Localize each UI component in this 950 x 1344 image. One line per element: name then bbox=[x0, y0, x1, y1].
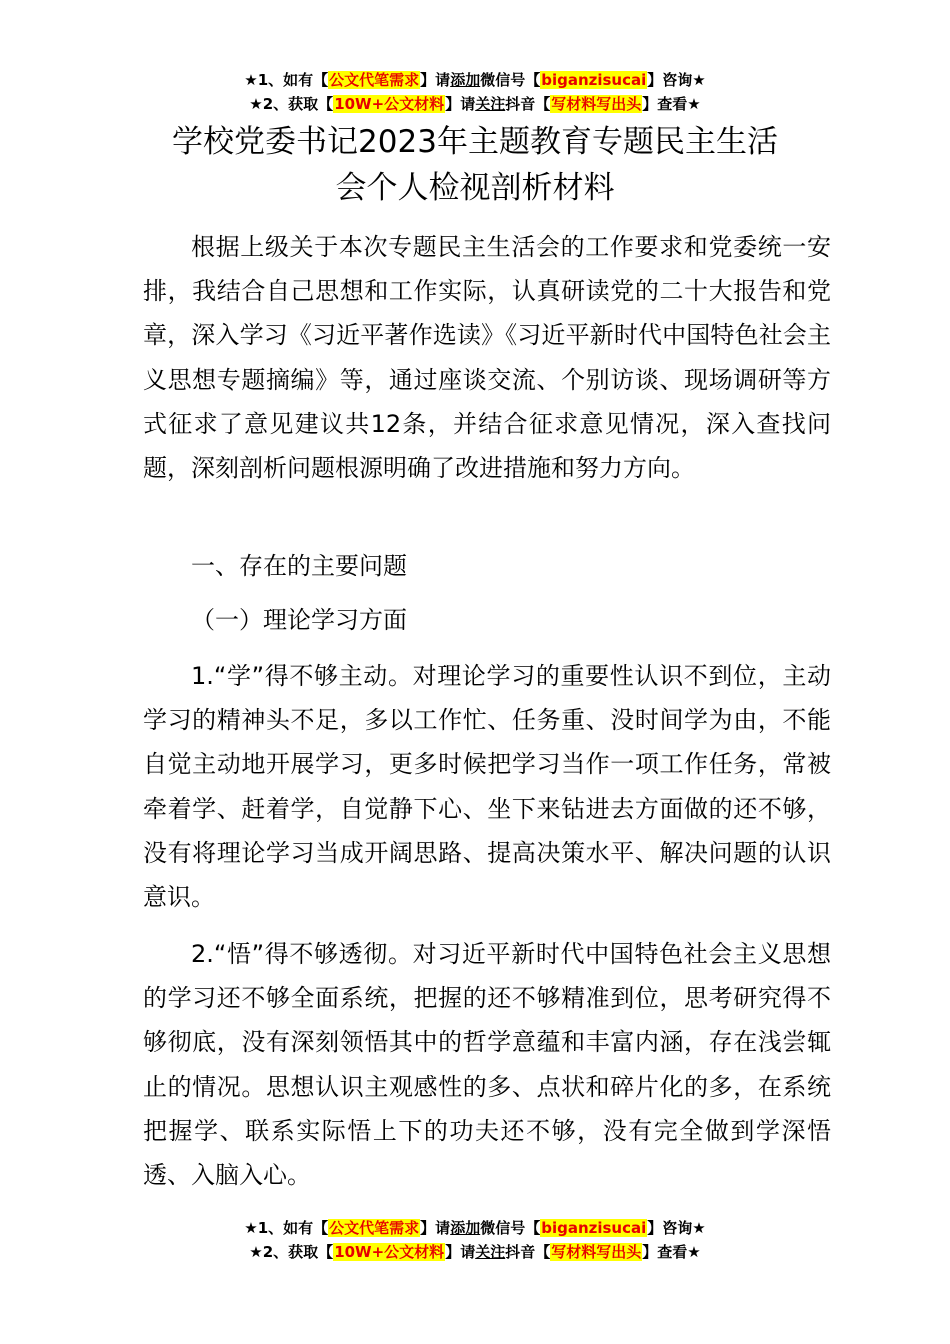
promo-banner-bottom bbox=[0, 1216, 950, 1264]
document-title-line-2: 会个人检视剖析材料 bbox=[335, 170, 615, 206]
highlight-text: 写材料写出头 bbox=[551, 95, 642, 113]
highlight-text: 写材料写出头 bbox=[551, 1243, 642, 1261]
highlight-text: 公文代笔需求 bbox=[329, 1219, 420, 1237]
intro-paragraph: 根据上级关于本次专题民主生活会的工作要求和党委统一安排，我结合自己思想和工作实际，认真研读党的二十大报告和党章，深入学习《习近平著作选读》《习近平新时代中国特色社会主义思想专题摘编》等，通过座谈交流、个别访谈、现场调研等方式征求了意见建议共12条，并结合征求意见情况，深入查找问题，深刻剖析问题根源明确了改进措施和努力方向。 bbox=[143, 233, 831, 483]
promo-line-1: ★1、如有【公文代笔需求】请添加微信号【biganzisucai】咨询★ bbox=[244, 1219, 706, 1237]
highlight-text: 10W+公文材料 bbox=[334, 95, 445, 113]
promo-line-2: ★2、获取【10W+公文材料】请关注抖音【写材料写出头】查看★ bbox=[249, 95, 701, 113]
promo-banner-top bbox=[0, 68, 950, 116]
item-paragraph-1: 1.“学”得不够主动。对理论学习的重要性认识不到位，主动学习的精神头不足，多以工作忙、任务重、没时间学为由，不能自觉主动地开展学习，更多时候把学习当作一项工作任务，常被牵着学、赶着学，自觉静下心、坐下来钻进去方面做的还不够，没有将理论学习当成开阔思路、提高决策水平、解决问题的认识意识。 bbox=[143, 662, 831, 912]
section-heading: 一、存在的主要问题 bbox=[191, 552, 407, 580]
item-paragraph-2: 2.“悟”得不够透彻。对习近平新时代中国特色社会主义思想的学习还不够全面系统，把握的还不够精准到位，思考研究得不够彻底，没有深刻领悟其中的哲学意蕴和丰富内涵，存在浅尝辄止的情况。思想认识主观感性的多、点状和碎片化的多，在系统把握学、联系实际悟上下的功夫还不够，没有完全做到学深悟透、入脑入心。 bbox=[143, 940, 831, 1190]
highlight-text: biganzisucai bbox=[541, 71, 647, 89]
highlight-text: 10W+公文材料 bbox=[334, 1243, 445, 1261]
document-title-line-1: 学校党委书记2023年主题教育专题民主生活 bbox=[172, 124, 778, 160]
highlight-text: 公文代笔需求 bbox=[329, 71, 420, 89]
highlight-text: biganzisucai bbox=[541, 1219, 647, 1237]
subsection-heading: （一）理论学习方面 bbox=[191, 606, 407, 634]
promo-line-1: ★1、如有【公文代笔需求】请添加微信号【biganzisucai】咨询★ bbox=[244, 71, 706, 89]
promo-line-2: ★2、获取【10W+公文材料】请关注抖音【写材料写出头】查看★ bbox=[249, 1243, 701, 1261]
